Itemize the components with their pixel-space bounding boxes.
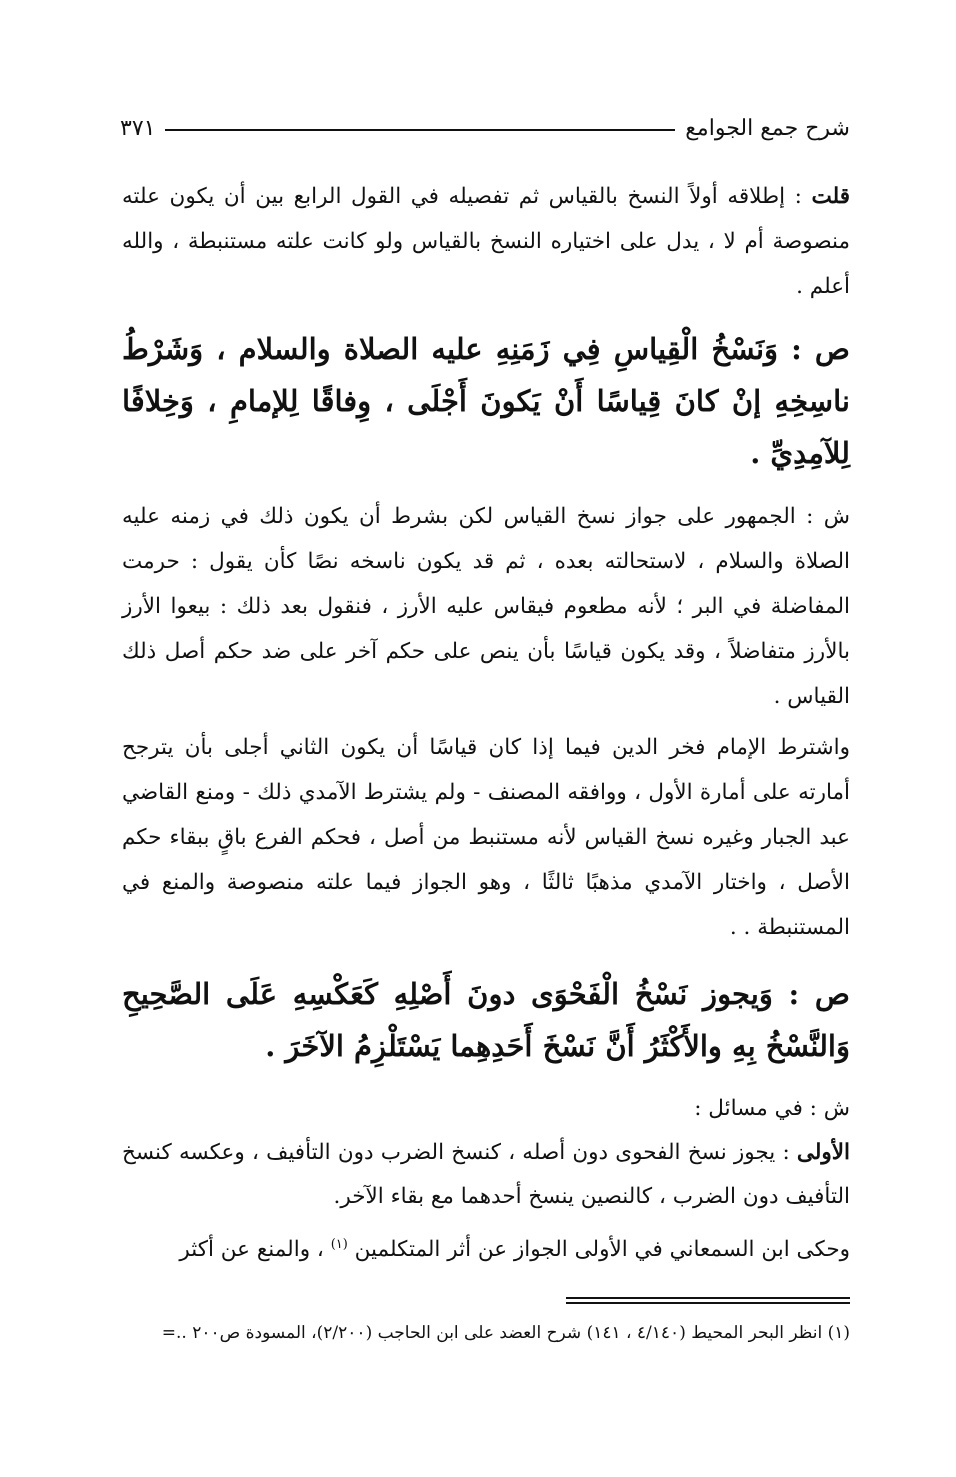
paragraph-text: : إطلاقه أولاً النسخ بالقياس ثم تفصيله في القول الرابع بين أن يكون علته منصوصة أم لا ، يدل على اختياره النسخ بالقياس ولو كانت علته مستنبطة ، والله أعلم . [122,184,850,299]
paragraph-lead: الأولى [796,1140,850,1165]
comment-paragraph [122,174,850,309]
sharh-intro: ش : في مسائل : [694,1096,850,1121]
paragraph-text: : يجوز نسخ الفحوى دون أصله ، كنسخ الضرب دون التأفيف ، وعكسه كنسخ التأفيف دون الضرب ، كالنصين ينسخ أحدهما مع بقاء الآخر. [122,1140,850,1209]
page-header [120,108,850,148]
footnote-separator [566,1297,850,1307]
sharh-paragraph: ش : الجمهور على جواز نسخ القياس لكن بشرط أن يكون ذلك في زمنه عليه الصلاة والسلام ، لاستحالته بعده ، ثم قد يكون ناسخه نصًا كأن يقول : حرمت المفاضلة في البر ؛ لأنه مطعوم فيقاس عليه الأرز ، فنقول بعد ذلك : بيعوا الأرز بالأرز متفاضلاً ، وقد يكون قياسًا بأن ينص على حكم آخر على ضد حكم أصل ذلك القياس . [122,504,850,709]
matn-block-2 [122,968,850,1072]
header-rule [165,129,675,131]
sharh-section-2 [122,1087,850,1272]
paragraph-lead: قلت [811,184,850,209]
matn-text: ص : وَيجوز نَسْخُ الْفَحْوَى دونَ أَصْلِهِ كَعَكْسِهِ عَلَى الصَّحِيحِ وَالنَّسْخُ بِهِ والأَكْثَرُ أَنَّ نَسْخَ أَحَدِهِما يَسْتَلْزِمُ الآخَرَ . [122,977,850,1063]
sharh-paragraph: واشترط الإمام فخر الدين فيما إذا كان قياسًا أن يكون الثاني أجلى بأن يترجح أمارته على أمارة الأول ، ووافقه المصنف - ولم يشترط الآمدي ذلك - ومنع القاضي عبد الجبار وغيره نسخ القياس لأنه مستنبط من أصل ، فحكم الفرع باقٍ ببقاء حكم الأصل ، واختار الآمدي مذهبًا ثالثًا ، وهو الجواز فيما علته منصوصة والمنع في المستنبطة . . [122,735,850,940]
sharh-section-1 [122,494,850,950]
paragraph-text: وحكى ابن السمعاني في الأولى الجواز عن أثر المتكلمين [347,1237,850,1263]
running-title: شرح جمع الجوامع [685,115,850,141]
footnote-marker: (١) [330,1237,348,1252]
page-number: ٣٧١ [120,115,156,141]
matn-block-1 [122,323,850,479]
paragraph-text: ، والمنع عن أكثر [179,1237,331,1263]
footnote: (١) انظر البحر المحيط (٤/١٤٠ ، ١٤١) شرح العضد على ابن الحاجب (٢/٢٠٠)، المسودة ص٢٠٠ ..= [161,1323,850,1343]
matn-text: ص : وَنَسْخُ الْقِياسِ فِي زَمَنِهِ عليه الصلاة والسلام ، وَشَرْطُ ناسِخِهِ إنْ كانَ قِياسًا أَنْ يَكونَ أَجْلَى ، وِفاقًا لِلإمامِ ، وَخِلافًا لِلآمِدِيِّ . [122,332,850,470]
